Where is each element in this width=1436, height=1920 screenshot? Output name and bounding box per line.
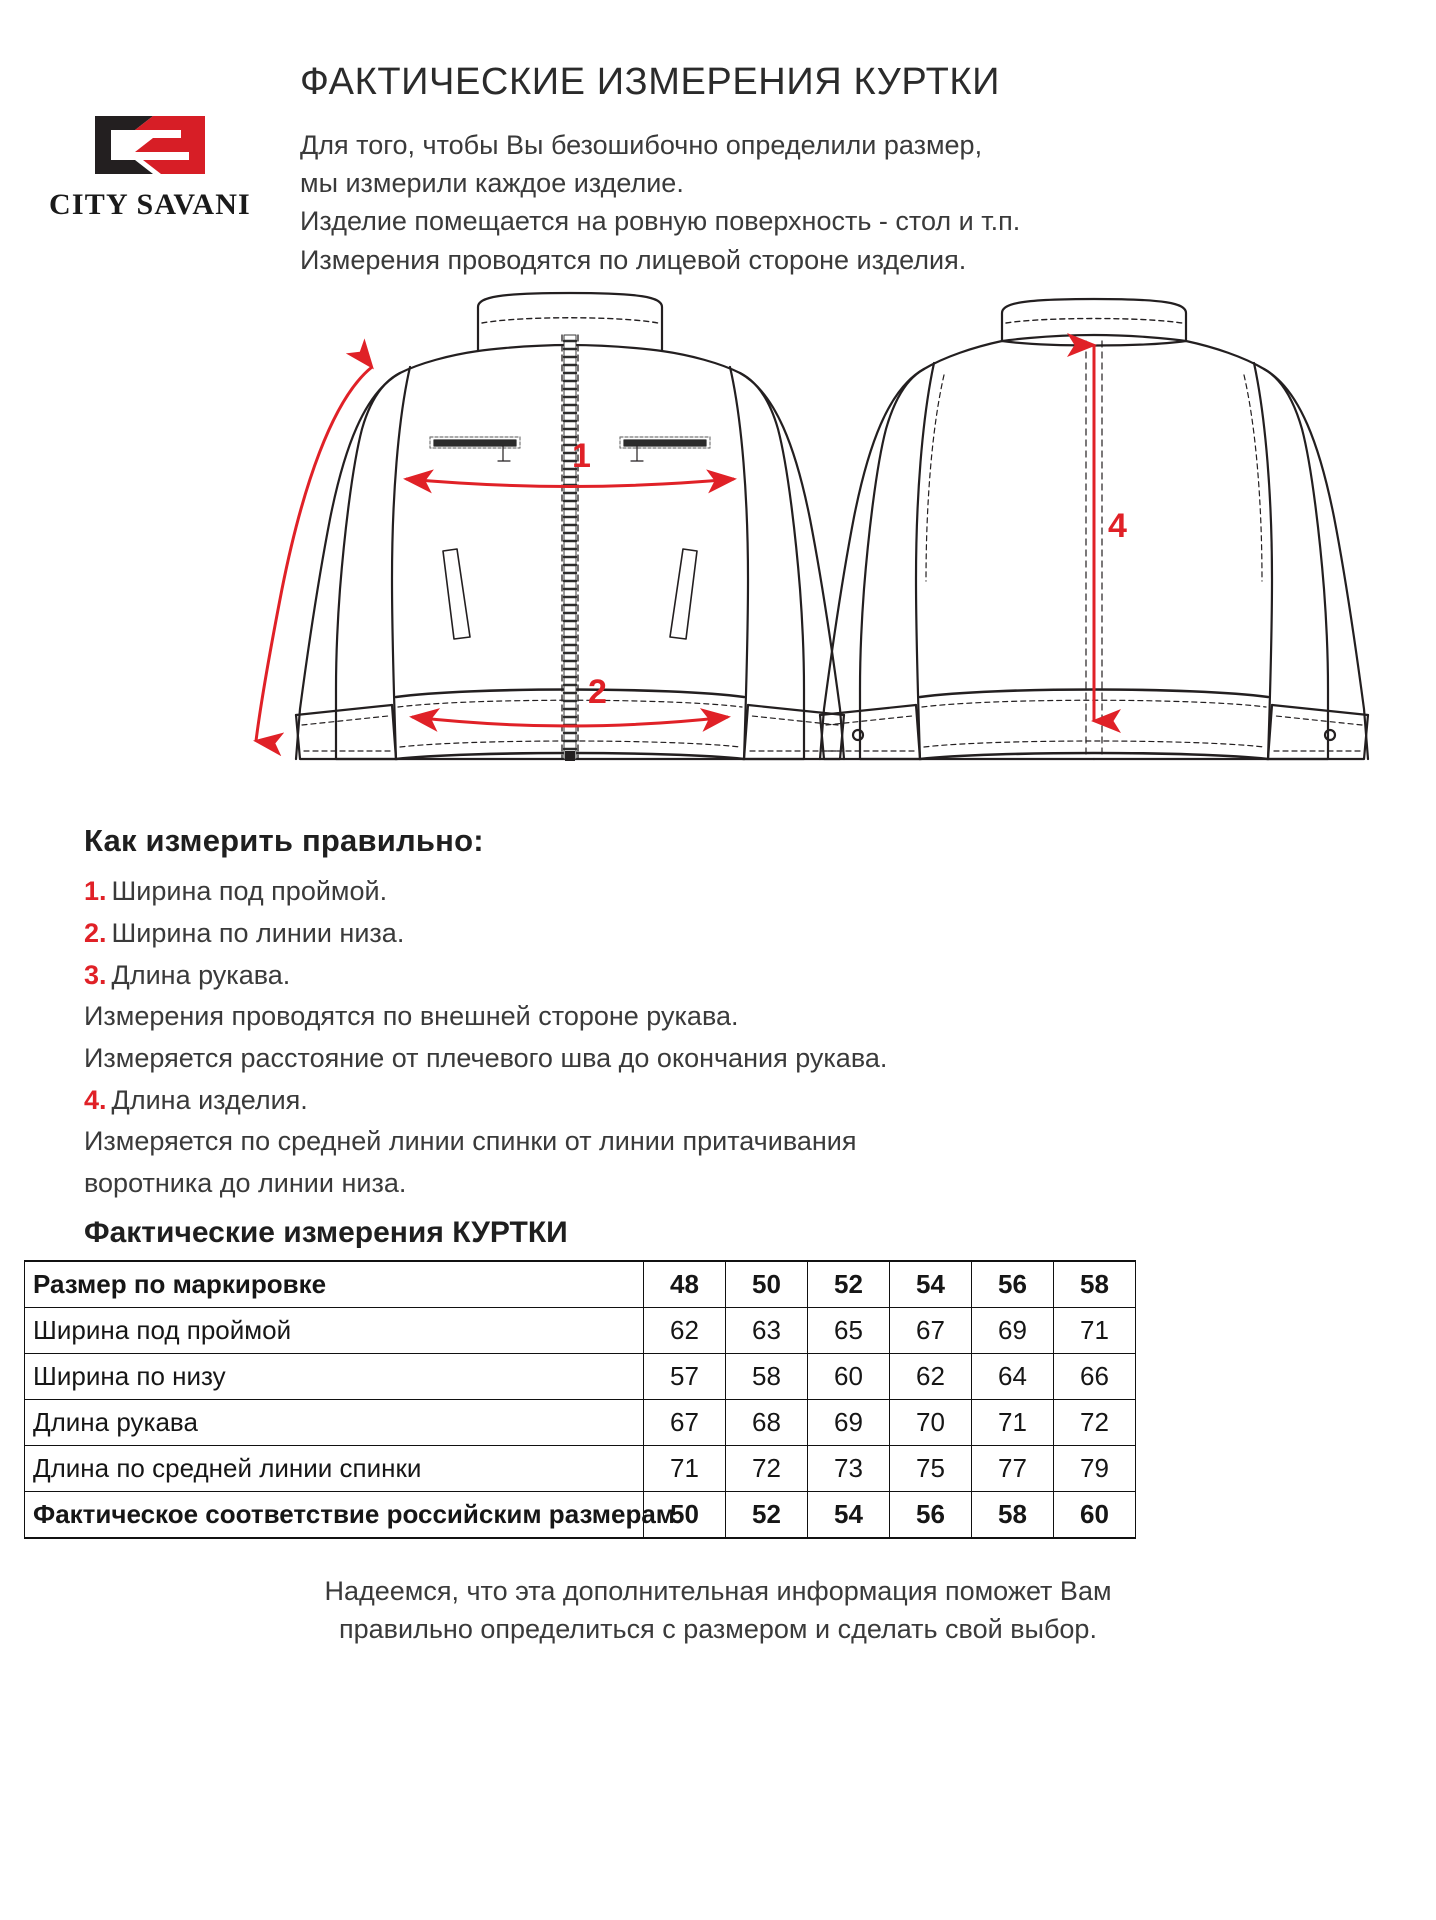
table-footer-cell-2: 54 (808, 1491, 890, 1538)
instruction-item-4 (84, 998, 1436, 1035)
table-cell-0-2: 65 (808, 1307, 890, 1353)
measure-arrow-sleeve (256, 367, 372, 741)
instruction-item-5 (84, 1040, 1436, 1077)
table-footer-label: Фактическое соответствие российским размерам (25, 1491, 644, 1538)
page-header (0, 0, 1436, 279)
brand-name: CITY SAVANI (49, 188, 251, 221)
table-row-label-0: Ширина под проймой (25, 1307, 644, 1353)
instructions-block (0, 809, 1436, 1250)
table-cell-2-0: 67 (644, 1399, 726, 1445)
instructions-heading: Как измерить правильно: (84, 823, 484, 859)
table-row-header (25, 1261, 1136, 1308)
intro-line-3: Изделие помещается на ровную поверхность - стол и т.п. (300, 206, 1021, 237)
footer-line-2: правильно определиться с размером и сделать свой выбор. (339, 1613, 1097, 1644)
table-cell-0-3: 67 (890, 1307, 972, 1353)
table-header-size-1: 50 (726, 1261, 808, 1308)
instruction-text-3: Длина рукава. (111, 959, 291, 990)
instruction-item-7 (84, 1123, 1436, 1160)
table-header-size-0: 48 (644, 1261, 726, 1308)
table-cell-3-2: 73 (808, 1445, 890, 1491)
measure-marker-1: 1 (572, 437, 591, 476)
instruction-number-4: 4. (84, 1084, 107, 1115)
instruction-item-8 (84, 1165, 1436, 1202)
instruction-item-2 (84, 915, 1436, 952)
table-cell-1-5: 66 (1054, 1353, 1136, 1399)
jacket-diagram (0, 289, 1436, 809)
table-header-size-3: 54 (890, 1261, 972, 1308)
table-cell-1-0: 57 (644, 1353, 726, 1399)
table-cell-0-1: 63 (726, 1307, 808, 1353)
table-cell-2-2: 69 (808, 1399, 890, 1445)
table-heading: Фактические измерения КУРТКИ (84, 1215, 568, 1249)
table-cell-1-1: 58 (726, 1353, 808, 1399)
table-cell-1-2: 60 (808, 1353, 890, 1399)
table-row-label-1: Ширина по низу (25, 1353, 644, 1399)
header-text-block (300, 62, 1436, 279)
table-cell-3-1: 72 (726, 1445, 808, 1491)
table-row (25, 1307, 1136, 1353)
brand-block (0, 62, 300, 222)
page-title: ФАКТИЧЕСКИЕ ИЗМЕРЕНИЯ КУРТКИ (300, 61, 1001, 103)
table-header-label: Размер по маркировке (25, 1261, 644, 1308)
table-cell-0-5: 71 (1054, 1307, 1136, 1353)
table-cell-0-4: 69 (972, 1307, 1054, 1353)
table-row (25, 1353, 1136, 1399)
instruction-text-8: воротника до линии низа. (84, 1168, 407, 1199)
size-table-wrap (0, 1260, 1436, 1539)
measure-marker-4: 4 (1108, 507, 1127, 546)
instruction-item-6 (84, 1082, 1436, 1119)
table-cell-2-1: 68 (726, 1399, 808, 1445)
table-row-footer (25, 1491, 1136, 1538)
table-row-label-2: Длина рукава (25, 1399, 644, 1445)
intro-line-4: Измерения проводятся по лицевой стороне изделия. (300, 244, 967, 275)
table-cell-2-5: 72 (1054, 1399, 1136, 1445)
table-cell-3-4: 77 (972, 1445, 1054, 1491)
size-table (24, 1260, 1136, 1539)
instruction-number-2: 2. (84, 917, 107, 948)
table-footer-cell-3: 56 (890, 1491, 972, 1538)
intro-line-1: Для того, чтобы Вы безошибочно определили размер, (300, 129, 983, 160)
page-footer (0, 1539, 1436, 1649)
table-cell-1-4: 64 (972, 1353, 1054, 1399)
instruction-text-4: Измерения проводятся по внешней стороне рукава. (84, 1001, 739, 1032)
table-header-size-5: 58 (1054, 1261, 1136, 1308)
instruction-text-5: Измеряется расстояние от плечевого шва до окончания рукава. (84, 1042, 888, 1073)
table-footer-cell-5: 60 (1054, 1491, 1136, 1538)
instruction-text-6: Длина изделия. (111, 1084, 308, 1115)
table-cell-3-5: 79 (1054, 1445, 1136, 1491)
instruction-text-7: Измеряется по средней линии спинки от линии притачивания (84, 1126, 857, 1157)
table-cell-3-3: 75 (890, 1445, 972, 1491)
table-footer-cell-1: 52 (726, 1491, 808, 1538)
table-cell-2-3: 70 (890, 1399, 972, 1445)
table-cell-0-0: 62 (644, 1307, 726, 1353)
measurement-annotations (256, 345, 1127, 741)
table-row (25, 1445, 1136, 1491)
intro-line-2: мы измерили каждое изделие. (300, 168, 684, 199)
instruction-item-1 (84, 873, 1436, 910)
table-cell-3-0: 71 (644, 1445, 726, 1491)
instruction-item-3 (84, 957, 1436, 994)
instruction-number-3: 3. (84, 959, 107, 990)
table-footer-cell-0: 50 (644, 1491, 726, 1538)
table-row-label-3: Длина по средней линии спинки (25, 1445, 644, 1491)
table-cell-1-3: 62 (890, 1353, 972, 1399)
instruction-number-1: 1. (84, 876, 107, 907)
city-savani-logo-icon (91, 114, 209, 176)
instruction-text-2: Ширина по линии низа. (111, 917, 405, 948)
jacket-front-view (296, 293, 844, 761)
table-cell-2-4: 71 (972, 1399, 1054, 1445)
footer-line-1: Надеемся, что эта дополнительная информация поможет Вам (324, 1575, 1112, 1606)
table-row (25, 1399, 1136, 1445)
table-header-size-4: 56 (972, 1261, 1054, 1308)
table-footer-cell-4: 58 (972, 1491, 1054, 1538)
instruction-text-1: Ширина под проймой. (111, 876, 388, 907)
measure-marker-2: 2 (588, 673, 607, 712)
table-header-size-2: 52 (808, 1261, 890, 1308)
